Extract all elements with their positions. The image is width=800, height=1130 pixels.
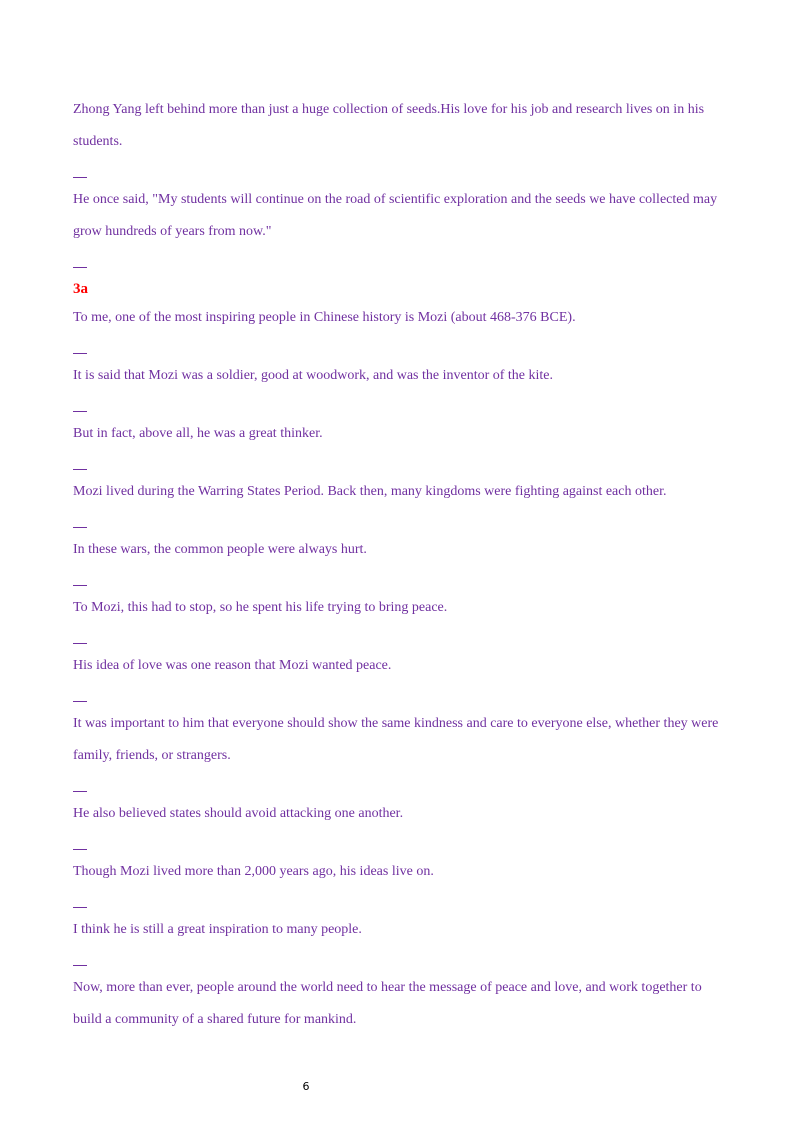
section-heading: 3a [73, 281, 88, 297]
paragraph: He also believed states should avoid attacking one another. [73, 806, 404, 821]
separator-dash [73, 701, 87, 702]
paragraph: But in fact, above all, he was a great thinker. [73, 426, 323, 441]
paragraph: Now, more than ever, people around the world need to hear the message of peace and love, and work together to build a community of a shared future for mankind. [73, 980, 702, 1027]
paragraph: Mozi lived during the Warring States Period. Back then, many kingdoms were fighting against each other. [73, 484, 667, 499]
paragraph: To Mozi, this had to stop, so he spent his life trying to bring peace. [73, 600, 448, 615]
paragraph: It was important to him that everyone should show the same kindness and care to everyone else, whether they were family, friends, or strangers. [73, 716, 719, 763]
separator-dash [73, 585, 87, 586]
paragraph: It is said that Mozi was a soldier, good at woodwork, and was the inventor of the kite. [73, 368, 554, 383]
paragraph: In these wars, the common people were always hurt. [73, 542, 367, 557]
paragraph: Zhong Yang left behind more than just a huge collection of seeds.His love for his job and research lives on in his students. [73, 102, 705, 149]
separator-dash [73, 353, 87, 354]
paragraph: I think he is still a great inspiration to many people. [73, 922, 362, 937]
separator-dash [73, 267, 87, 268]
separator-dash [73, 965, 87, 966]
paragraph: He once said, "My students will continue on the road of scientific exploration and the seeds we have collected may grow hundreds of years from now." [73, 192, 718, 239]
separator-dash [73, 791, 87, 792]
separator-dash [73, 643, 87, 644]
separator-dash [73, 469, 87, 470]
paragraph: To me, one of the most inspiring people in Chinese history is Mozi (about 468-376 BCE). [73, 310, 576, 325]
separator-dash [73, 411, 87, 412]
separator-dash [73, 177, 87, 178]
separator-dash [73, 527, 87, 528]
separator-dash [73, 907, 87, 908]
paragraph: His idea of love was one reason that Mozi wanted peace. [73, 658, 392, 673]
page-number: 6 [302, 1080, 310, 1093]
paragraph: Though Mozi lived more than 2,000 years ago, his ideas live on. [73, 864, 434, 879]
separator-dash [73, 849, 87, 850]
